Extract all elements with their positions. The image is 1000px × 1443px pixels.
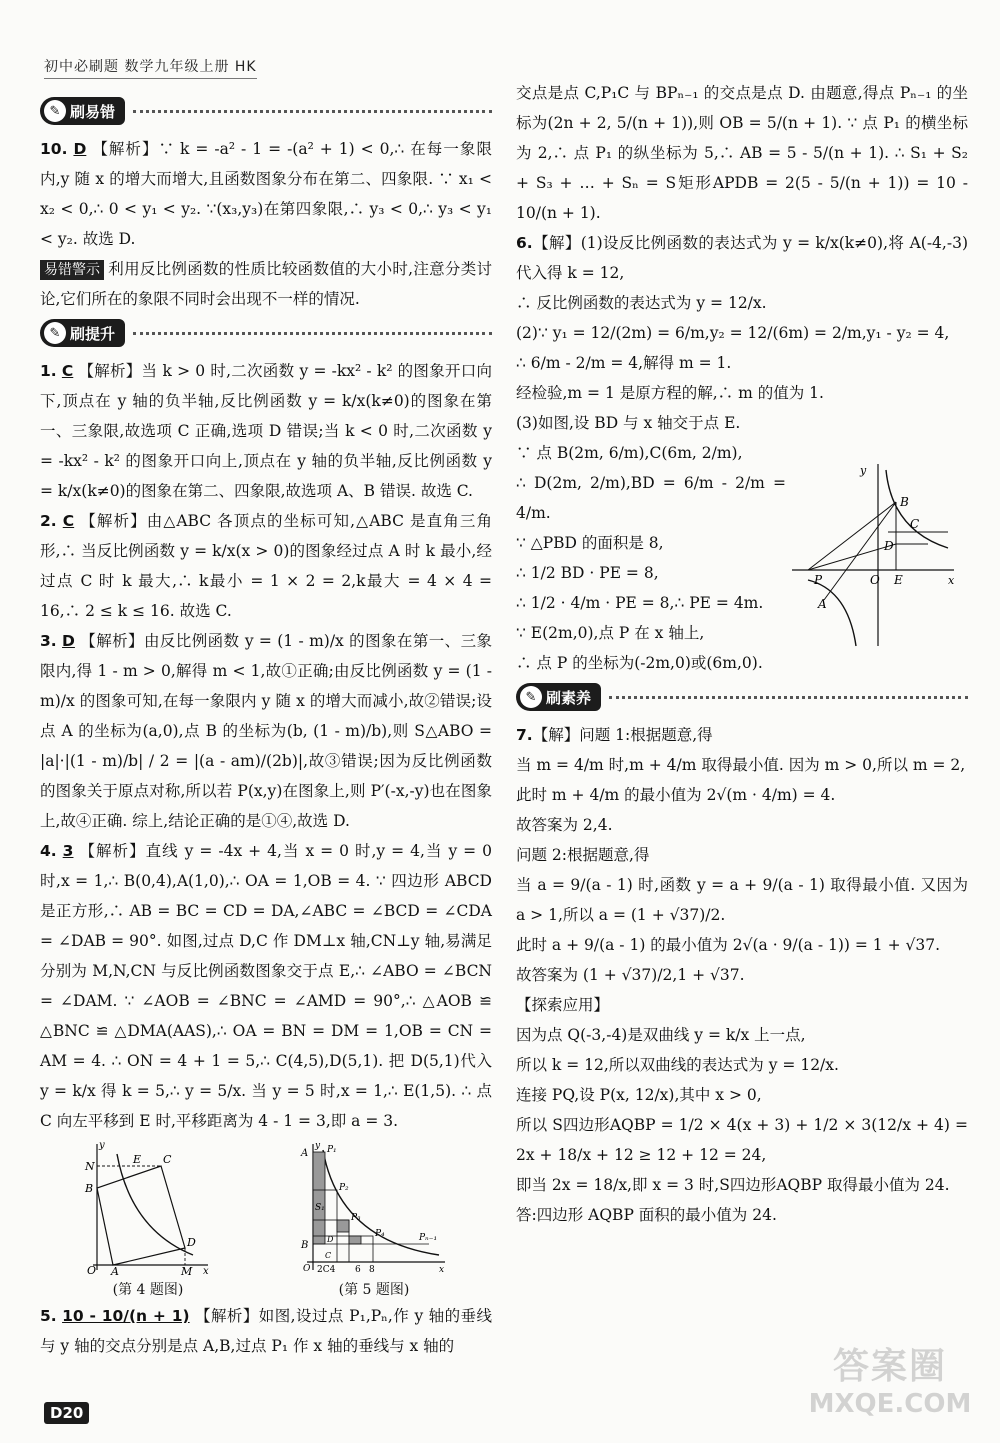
svg-text:N: N	[85, 1160, 95, 1173]
answer-q7-l13: 所以 S四边形AQBP = 1/2 × 4(x + 3) + 1/2 × 3(12/x + 4) = 2x + 18/x + 12 ≥ 12 + 12 = 24,	[516, 1116, 968, 1164]
answer-q6-l11: ∴ 1/2 · 4/m · PE = 8,∴ PE = 4m.	[516, 594, 764, 612]
figure-q5-caption: (第 5 题图)	[338, 1282, 410, 1298]
svg-text:x: x	[203, 1266, 209, 1275]
answer-q6-l13: ∴ 点 P 的坐标为(-2m,0)或(6m,0).	[516, 654, 763, 672]
svg-text:E: E	[133, 1153, 142, 1166]
book-icon: ✎	[44, 100, 66, 122]
answer-q6-l2: ∴ 反比例函数的表达式为 y = 12/x.	[516, 294, 767, 312]
left-column	[40, 92, 492, 1361]
svg-text:A: A	[818, 597, 827, 611]
answer-q7-l7: 此时 a + 9/(a - 1) 的最小值为 2√(a · 9/(a - 1)) = 1 + √37.	[516, 936, 941, 954]
answer-q7-l1: 7.【解】问题 1:根据题意,得	[516, 726, 713, 744]
dotted-rule	[609, 696, 968, 699]
svg-text:E: E	[894, 573, 903, 587]
svg-text:O: O	[870, 573, 880, 587]
section-badge: ✎ 刷易错	[40, 97, 125, 125]
figure-q4	[83, 1140, 213, 1299]
section-header-literacy	[516, 682, 968, 712]
mistake-warning: 易错警示 利用反比例函数的性质比较函数值的大小时,注意分类讨论,它们所在的象限不同时会出现不一样的情况.	[40, 260, 492, 308]
answer-q6-l12: ∵ E(2m,0),点 P 在 x 轴上,	[516, 624, 705, 642]
svg-text:D: D	[327, 1235, 334, 1244]
answer-q7-l14: 即当 2x = 18/x,即 x = 3 时,S四边形AQBP 取得最小值为 24.	[516, 1176, 950, 1194]
figure-q6-diagram	[788, 460, 958, 650]
svg-text:C: C	[910, 517, 920, 531]
answer-q3: 3. D 【解析】由反比例函数 y = (1 - m)/x 的图象在第一、三象限内,得 1 - m > 0,解得 m < 1,故①正确;由反比例函数 y = (1 - m)/x 的图象可知,在每一象限内 y 随 x 的增大而减小,故②错误;设点 A 的坐标为(a,0),点 B 的坐标为(b, (1 - m)/b),则 S△ABO = |a|·|(1 - m)/b| / 2 = |(a - am)/(2b)|,故③错误;因为反比例函数的图象关于原点对称,所以若 P(x,y)在图象上,则 P′(-x,-y)也在图象上,故④正确. 综上,结论正确的是①④,故选 D.	[40, 632, 492, 830]
section-header-easy-mistakes	[40, 96, 492, 126]
section-header-improve	[40, 318, 492, 348]
svg-text:C: C	[325, 1251, 332, 1260]
q6-steps	[516, 438, 786, 648]
figure-q5-diagram	[299, 1140, 449, 1275]
svg-text:8: 8	[369, 1265, 375, 1275]
answer-q6-l4: ∴ 6/m - 2/m = 4,解得 m = 1.	[516, 354, 732, 372]
right-column	[516, 78, 968, 1230]
answer-q6-l9: ∵ △PBD 的面积是 8,	[516, 534, 664, 552]
answer-q7-l4: 故答案为 2,4.	[516, 816, 613, 834]
svg-text:P₂: P₂	[339, 1183, 349, 1193]
svg-text:O: O	[303, 1264, 311, 1274]
section-badge: ✎ 刷提升	[40, 319, 125, 347]
answer-q7-l8: 故答案为 (1 + √37)/2,1 + √37.	[516, 966, 745, 984]
answer-q2: 2. C 【解析】由△ABC 各顶点的坐标可知,△ABC 是直角三角形,∴ 当反比例函数 y = k/x(x > 0)的图象经过点 A 时 k 最小,经过点 C 时 k 最大,∴ k最小 = 1 × 2 = 2,k最大 = 4 × 4 = 16,∴ 2 ≤ k ≤ 16. 故选 C.	[40, 512, 492, 620]
svg-text:P₃: P₃	[351, 1213, 361, 1223]
dotted-rule	[133, 332, 492, 335]
svg-text:B: B	[900, 495, 909, 509]
svg-text:x: x	[948, 574, 955, 587]
figure-q4-caption: (第 4 题图)	[112, 1282, 184, 1298]
svg-text:O: O	[87, 1264, 97, 1275]
watermark: 答案圈 MXQE.COM	[808, 1346, 972, 1419]
svg-text:y: y	[99, 1140, 105, 1151]
answer-q6-l6: (3)如图,设 BD 与 x 轴交于点 E.	[516, 414, 741, 432]
svg-text:C: C	[163, 1153, 172, 1166]
svg-text:2C4: 2C4	[317, 1265, 336, 1275]
answer-q6-l7: ∵ 点 B(2m, 6/m),C(6m, 2/m),	[516, 444, 743, 462]
svg-text:M: M	[181, 1265, 193, 1275]
figure-q4-diagram	[83, 1140, 213, 1275]
answer-q7-l6: 当 a = 9/(a - 1) 时,函数 y = a + 9/(a - 1) 取得最小值. 又因为 a > 1,所以 a = (1 + √37)/2.	[516, 876, 968, 924]
running-header: 初中必刷题 数学九年级上册 HK	[44, 56, 257, 79]
answer-q5: 5. 10 - 10/(n + 1) 【解析】如图,设过点 P₁,Pₙ,作 y 轴的垂线与 y 轴的交点分别是点 A,B,过点 P₁ 作 x 轴的垂线与 x 轴的	[40, 1307, 492, 1355]
svg-text:y: y	[315, 1141, 321, 1151]
svg-text:P₁: P₁	[327, 1145, 337, 1155]
svg-text:y: y	[860, 464, 867, 477]
page-number: D20	[44, 1402, 89, 1424]
answer-q7-l9: 【探索应用】	[516, 996, 610, 1014]
svg-text:x: x	[439, 1265, 445, 1275]
answer-q1: 1. C 【解析】当 k > 0 时,二次函数 y = -kx² - k² 的图象开口向下,顶点在 y 轴的负半轴,反比例函数 y = k/x(k≠0)的图象在第一、三象限,故选项 C 正确,选项 D 错误;当 k < 0 时,二次函数 y = -kx² - k² 的图象开口向上,顶点在 y 轴的负半轴,反比例函数 y = k/x(k≠0)的图象在第二、四象限,故选项 A、B 错误. 故选 C.	[40, 362, 492, 500]
answer-q7-l10: 因为点 Q(-3,-4)是双曲线 y = k/x 上一点,	[516, 1026, 806, 1044]
answer-q7-l15: 答:四边形 AQBP 面积的最小值为 24.	[516, 1206, 777, 1224]
svg-text:Pₙ₋₁: Pₙ₋₁	[419, 1233, 438, 1243]
section-badge: ✎ 刷素养	[516, 683, 601, 711]
answer-q6-l10: ∴ 1/2 BD · PE = 8,	[516, 564, 659, 582]
svg-text:B: B	[301, 1240, 309, 1251]
answer-q6-l5: 经检验,m = 1 是原方程的解,∴ m 的值为 1.	[516, 384, 824, 402]
svg-text:A: A	[301, 1148, 309, 1159]
book-icon: ✎	[44, 322, 66, 344]
answer-q6-l3: (2)∵ y₁ = 12/(2m) = 6/m,y₂ = 12/(6m) = 2/m,y₁ - y₂ = 4,	[516, 324, 950, 342]
figures-row	[40, 1140, 492, 1299]
svg-text:P: P	[814, 573, 823, 587]
svg-text:6: 6	[355, 1265, 361, 1275]
answer-q6-l8: ∴ D(2m, 2/m),BD = 6/m - 2/m = 4/m.	[516, 474, 786, 522]
dotted-rule	[133, 110, 492, 113]
answer-q7-l12: 连接 PQ,设 P(x, 12/x),其中 x > 0,	[516, 1086, 762, 1104]
answer-q5-continued: 交点是点 C,P₁C 与 BPₙ₋₁ 的交点是点 D. 由题意,得点 Pₙ₋₁ 的坐标为(2n + 2, 5/(n + 1)),则 OB = 5/(n + 1). ∵ 点 P₁ 的横坐标为 2,∴ 点 P₁ 的纵坐标为 5,∴ AB = 5 - 5/(n + 1). ∴ S₁ + S₂ + S₃ + … + Sₙ = S矩形APDB = 2(5 - 5/(n + 1)) = 10 - 10/(n + 1).	[516, 84, 968, 222]
svg-text:P₄: P₄	[375, 1229, 385, 1239]
svg-text:D: D	[884, 539, 894, 553]
figure-q5	[299, 1140, 449, 1299]
svg-text:A: A	[111, 1265, 119, 1275]
answer-q4: 4. 3 【解析】直线 y = -4x + 4,当 x = 0 时,y = 4,当 y = 0 时,x = 1,∴ B(0,4),A(1,0),∴ OA = 1,OB = 4. ∵ 四边形 ABCD 是正方形,∴ AB = BC = CD = DA,∠ABC = ∠BCD = ∠CDA = ∠DAB = 90°. 如图,过点 D,C 作 DM⊥x 轴,CN⊥y 轴,易满足分别为 M,N,CN 与反比例函数图象交于点 E,∴ ∠ABO = ∠BCN = ∠DAM. ∵ ∠AOB = ∠BNC = ∠AMD = 90°,∴ △AOB ≌ △BNC ≌ △DMA(AAS),∴ OA = BN = DM = 1,OB = CN = AM = 4. ∴ ON = 4 + 1 = 5,∴ C(4,5),D(5,1). 把 D(5,1)代入 y = k/x 得 k = 5,∴ y = 5/x. 当 y = 5 时,x = 1,∴ E(1,5). ∴ 点 C 向左平移到 E 时,平移距离为 4 - 1 = 3,即 a = 3.	[40, 842, 493, 1130]
answer-q10: 10. D 【解析】∵ k = -a² - 1 = -(a² + 1) < 0,∴ 在每一象限内,y 随 x 的增大而增大,且函数图象分布在第二、四象限. ∵ x₁ < x₂ < 0,∴ 0 < y₁ < y₂. ∵(x₃,y₃)在第四象限,∴ y₃ < 0,∴ y₃ < y₁ < y₂. 故选 D.	[40, 140, 492, 248]
answer-q7-l5: 问题 2:根据题意,得	[516, 846, 650, 864]
warning-label: 易错警示	[40, 260, 104, 280]
svg-text:D: D	[187, 1236, 196, 1249]
svg-text:S₁: S₁	[315, 1203, 325, 1213]
answer-q7-l11: 所以 k = 12,所以双曲线的表达式为 y = 12/x.	[516, 1056, 839, 1074]
answer-q6-l1: 6.【解】(1)设反比例函数的表达式为 y = k/x(k≠0),将 A(-4,-3)代入得 k = 12,	[516, 234, 968, 282]
book-icon: ✎	[520, 686, 542, 708]
svg-text:B: B	[85, 1182, 94, 1195]
answer-q7-l3: 此时 m + 4/m 的最小值为 2√(m · 4/m) = 4.	[516, 786, 836, 804]
answer-q7-l2: 当 m = 4/m 时,m + 4/m 取得最小值. 因为 m > 0,所以 m = 2,	[516, 756, 966, 774]
